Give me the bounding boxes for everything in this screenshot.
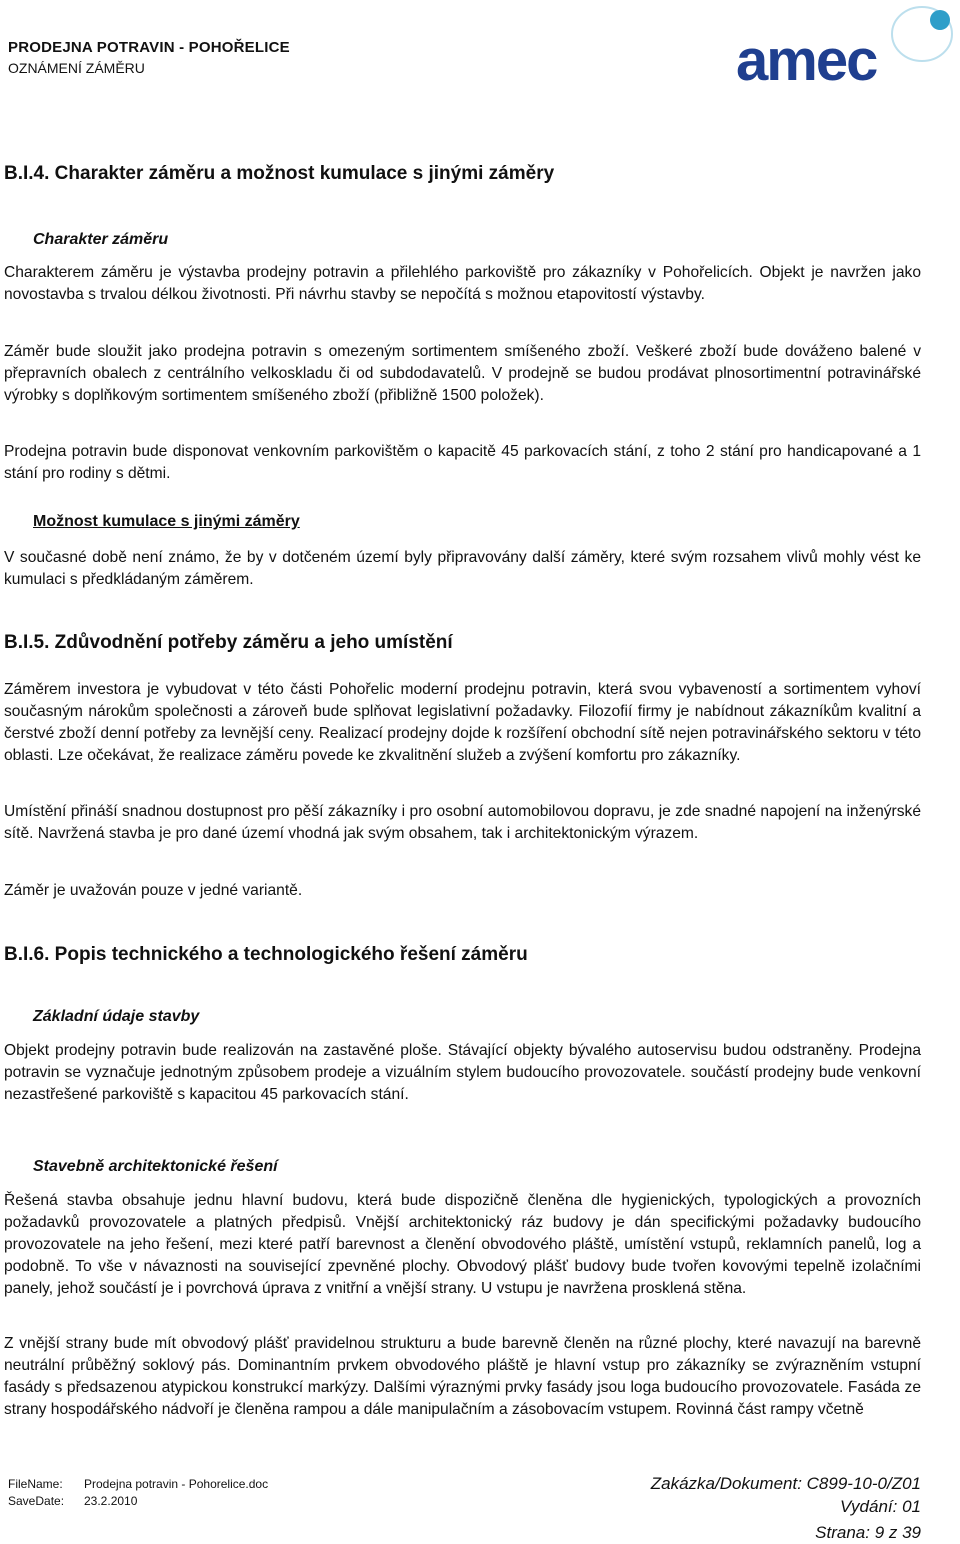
footer-issue: Vydání: 01 [840, 1497, 921, 1516]
paragraph-zakladni-udaje: Objekt prodejny potravin bude realizován na zastavěné ploše. Stávající objekty bývalého autoservisu budou odstraněny. Prodejna potravin se vyznačuje jednotným způsobem prodeje a vizuálním stylem budoucího provozovatele. součástí prodejny bude venkovní nezastřešené parkoviště s kapacitou 45 parkovacích stání. [4, 1042, 921, 1103]
subheading-zakladni-udaje: Základní údaje stavby [33, 1008, 200, 1025]
footer-order-number: Zakázka/Dokument: C899-10-0/Z01 [650, 1474, 921, 1493]
subheading-stavebne-reseni: Stavebně architektonické řešení [33, 1158, 278, 1175]
paragraph-stavebne-reseni-2: Z vnější strany bude mít obvodový plášť pravidelnou strukturu a bude barevně členěn na různé plochy, které navazují na barevně neutrální průběžný soklový pás. Dominantním prvkem obvodového pláště je hlavní vstup pro zákazníky se zvýrazněním vstupní fasády s předsazenou atypickou konstrukcí markýzy. Dalšími výraznými prvky fasády jsou loga budoucího provozovatele. Fasáda ze strany hospodářského nádvoří je členěna rampou a dále manipulačním a zásobovacím vstupem. Rovinná část rampy včetně [4, 1335, 921, 1418]
document-header-subtitle: OZNÁMENÍ ZÁMĚRU [8, 60, 145, 76]
paragraph-charakter-3: Prodejna potravin bude disponovat venkovním parkovištěm o kapacitě 45 parkovacích stání, z toho 2 stání pro handicapované a 1 stání pro rodiny s dětmi. [4, 443, 921, 482]
footer-filename-label: FileName: [8, 1477, 63, 1491]
paragraph-charakter-2: Záměr bude sloužit jako prodejna potravin s omezeným sortimentem smíšeného zboží. Veškeré zboží bude dováženo balené v přepravních obalech z centrálního velkoskladu či od subdodavatelů. V prodejně se budou prodávat plnosortimentní potravinářské výrobky s doplňkovým sortimentem smíšeného zboží (přibližně 1500 položek). [4, 343, 921, 404]
paragraph-zduvodneni-2: Umístění přináší snadnou dostupnost pro pěší zákazníky i pro osobní automobilovou dopravu, je zde snadné napojení na inženýrské sítě. Navržená stavba je pro dané území vhodná jak svým obsahem, tak i architektonickým výrazem. [4, 803, 921, 842]
paragraph-stavebne-reseni-1: Řešená stavba obsahuje jednu hlavní budovu, která bude dispozičně členěna dle hygienických, typologických a provozních požadavků provozovatele a platných předpisů. Vnější architektonický ráz budovy je dán specifickými požadavky budoucího provozovatele na jeho řešení, mezi které patří barevnost a členění obvodového pláště, umístění vstupů, reklamních panelů, log a podobně. To vše v návaznosti na související zpevněné plochy. Obvodový plášť budovy bude tvořen kovovými tepelně izolačními panely, jehož součástí je i povrchová úprava z vnitřní a vnější strany. U vstupu je navržena prosklená stěna. [4, 1192, 921, 1297]
section-heading-b-i-4: B.I.4. Charakter záměru a možnost kumulace s jinými záměry [4, 163, 555, 184]
footer-filename: Prodejna potravin - Pohorelice.doc [84, 1477, 269, 1491]
paragraph-charakter-1: Charakterem záměru je výstavba prodejny potravin a přilehlého parkoviště pro zákazníky v Pohořelicích. Objekt je navržen jako novostavba s trvalou délkou životnosti. Při návrhu stavby se nepočítá s možnou etapovitostí výstavby. [4, 264, 921, 303]
footer-page-number: Strana: 9 z 39 [815, 1523, 921, 1542]
footer-savedate: 23.2.2010 [84, 1494, 138, 1508]
amec-logo-mark [736, 4, 956, 92]
paragraph-kumulace: V současné době není známo, že by v dotčeném území byly připravovány další záměry, které svým rozsahem vlivů mohly vést ke kumulaci s předkládaným záměrem. [4, 549, 921, 588]
paragraph-zduvodneni-3: Záměr je uvažován pouze v jedné variantě. [4, 882, 303, 899]
amec-logo [736, 4, 956, 92]
subheading-kumulace: Možnost kumulace s jinými záměry [33, 513, 300, 530]
section-heading-b-i-5: B.I.5. Zdůvodnění potřeby záměru a jeho umístění [4, 632, 453, 653]
section-heading-b-i-6: B.I.6. Popis technického a technologického řešení záměru [4, 944, 528, 965]
subheading-charakter-zameru: Charakter záměru [33, 231, 169, 248]
document-header-title: PRODEJNA POTRAVIN - POHOŘELICE [8, 39, 290, 56]
paragraph-zduvodneni-1: Záměrem investora je vybudovat v této části Pohořelic moderní prodejnu potravin, která svou vybaveností a sortimentem vyhoví současným nárokům společnosti a zároveň bude splňovat legislativní požadavky. Filozofií firmy je nabídnout zákazníkům kvalitní a čerstvé zboží denní potřeby za levnější ceny. Realizací prodejny dojde k rozšíření obchodní sítě nejen potravinářského sektoru v této oblasti. Lze očekávat, že realizace záměru povede ke zkvalitnění služeb a zvýšení komfortu pro zákazníky. [4, 681, 921, 764]
svg-text:amec: amec [736, 28, 877, 92]
footer-savedate-label: SaveDate: [8, 1494, 65, 1508]
